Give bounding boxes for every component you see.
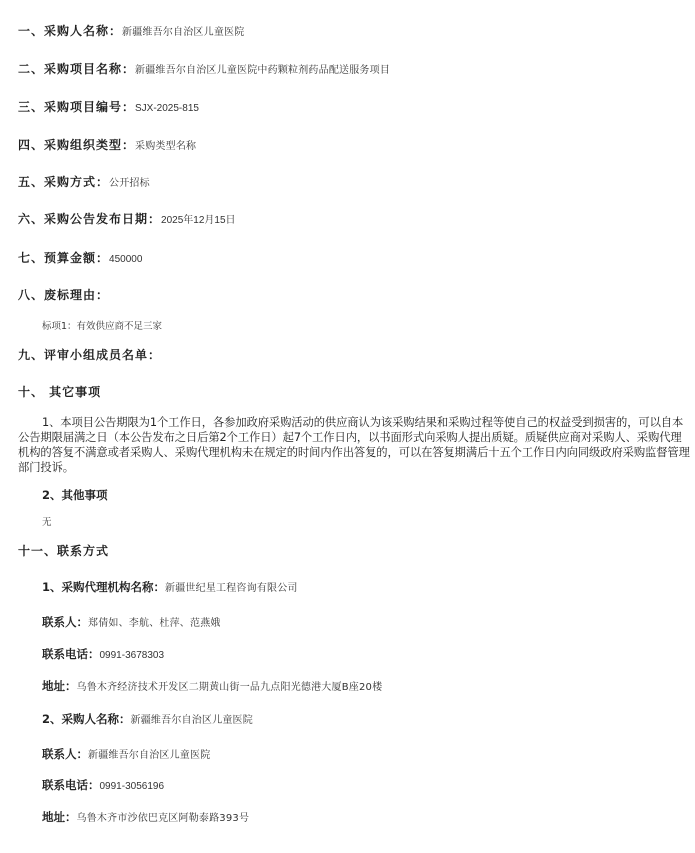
agency-phone-row bbox=[42, 646, 164, 662]
field-value: 450000 bbox=[109, 254, 143, 265]
field-project-number bbox=[18, 98, 199, 115]
field-label: 地址： bbox=[42, 679, 77, 693]
purchaser-address-row bbox=[42, 809, 249, 825]
other-paragraph: 1、本项目公告期限为1个工作日，各参加政府采购活动的供应商认为该采购结果和采购过程等使自己的权益受到损害的，可以自本公告期限届满之日（本公告发布之日后第2个工作日）起7个工作日内，以书面形式向采购人提出质疑。质疑供应商对采购人、采购代理机构的答复不满意或者采购人、采购代理机构未在规定的时间内作出答复的，可以在答复期满后十五个工作日内向同级政府采购监督管理部门投诉。 bbox=[18, 416, 690, 474]
field-value: 0991-3056196 bbox=[99, 781, 165, 792]
committee-heading: 九、评审小组成员名单： bbox=[18, 348, 162, 362]
field-value: 新疆维吾尔自治区儿童医院 bbox=[122, 27, 245, 38]
field-project-name bbox=[18, 60, 390, 77]
field-value: 乌鲁木齐市沙依巴克区阿勒泰路393号 bbox=[76, 813, 250, 824]
field-label: 2、采购人名称： bbox=[42, 712, 131, 726]
field-value: SJX-2025-815 bbox=[135, 103, 199, 114]
field-label: 五、采购方式： bbox=[18, 175, 110, 189]
field-label: 联系电话： bbox=[42, 778, 100, 792]
field-label: 1、采购代理机构名称： bbox=[42, 580, 166, 594]
field-label: 联系电话： bbox=[42, 647, 100, 661]
purchaser-contact-row bbox=[42, 746, 210, 762]
field-value: 新疆维吾尔自治区儿童医院 bbox=[130, 715, 253, 726]
field-value: 公开招标 bbox=[109, 178, 150, 189]
field-label: 八、废标理由： bbox=[18, 288, 110, 302]
contact-section-heading: 十一、联系方式 bbox=[18, 544, 110, 558]
field-label: 一、采购人名称： bbox=[18, 24, 123, 38]
agency-address-row bbox=[42, 678, 382, 694]
field-label: 二、采购项目名称： bbox=[18, 62, 136, 76]
field-procurement-method bbox=[18, 173, 150, 190]
field-value: 郑倩如、李航、杜萍、范燕娥 bbox=[88, 618, 221, 629]
field-value: 0991-3678303 bbox=[99, 650, 165, 661]
other-matters-value: 无 bbox=[42, 517, 52, 528]
field-purchaser-name bbox=[18, 22, 244, 39]
field-org-type bbox=[18, 136, 196, 153]
field-label: 六、采购公告发布日期： bbox=[18, 212, 162, 226]
agency-contact-row bbox=[42, 614, 221, 630]
other-matters-heading: 2、其他事项 bbox=[42, 488, 108, 502]
field-fail-reason bbox=[18, 286, 109, 303]
field-value: 2025年12月15日 bbox=[161, 215, 236, 226]
field-label: 联系人： bbox=[42, 615, 88, 629]
field-budget bbox=[18, 249, 142, 266]
purchaser-phone-row bbox=[42, 777, 164, 793]
field-publish-date bbox=[18, 210, 236, 227]
field-value: 采购类型名称 bbox=[135, 141, 197, 152]
fail-reason-text: 标项1：有效供应商不足三家 bbox=[42, 321, 163, 332]
other-section-heading: 十、 其它事项 bbox=[18, 385, 102, 399]
field-value: 新疆世纪星工程咨询有限公司 bbox=[165, 583, 298, 594]
purchaser-name-row bbox=[42, 711, 253, 727]
field-label: 四、采购组织类型： bbox=[18, 138, 136, 152]
agency-name-row bbox=[42, 579, 298, 595]
field-label: 三、采购项目编号： bbox=[18, 100, 136, 114]
field-label: 七、预算金额： bbox=[18, 251, 110, 265]
field-label: 地址： bbox=[42, 810, 77, 824]
field-label: 联系人： bbox=[42, 747, 88, 761]
field-value: 乌鲁木齐经济技术开发区二期黄山街一品九点阳光德港大厦B座20楼 bbox=[76, 682, 383, 693]
field-value: 新疆维吾尔自治区儿童医院中药颗粒剂药品配送服务项目 bbox=[135, 65, 391, 76]
field-value: 新疆维吾尔自治区儿童医院 bbox=[88, 750, 211, 761]
